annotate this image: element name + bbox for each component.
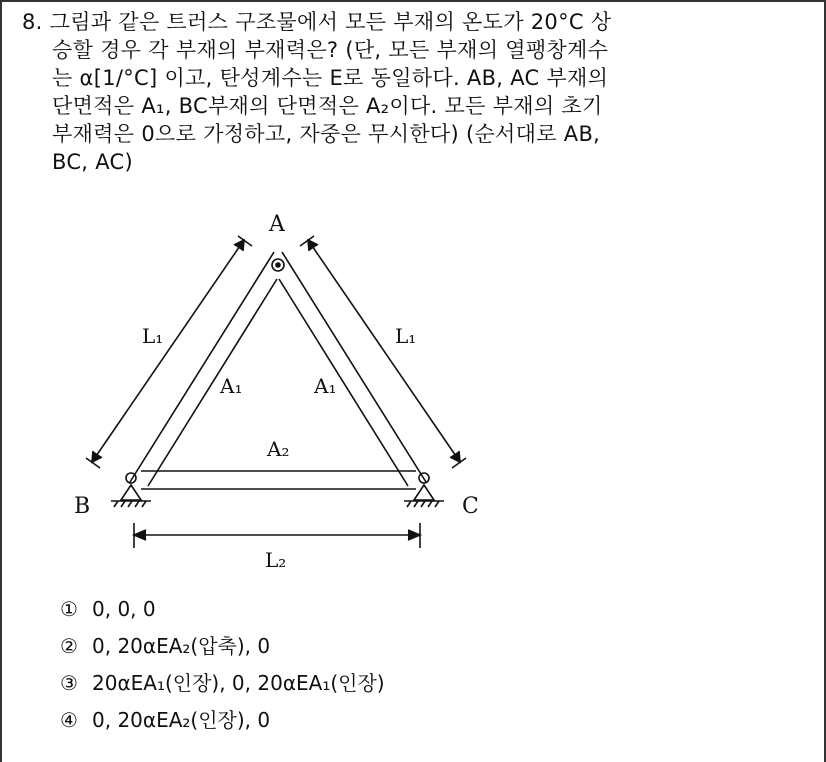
question-line-2: 승할 경우 각 부재의 부재력은? (단, 모든 부재의 열팽창계수 (52, 38, 609, 62)
answer-options (60, 596, 385, 744)
option-3[interactable] (60, 670, 385, 707)
option-1[interactable] (60, 596, 385, 633)
question-number: 8. (22, 10, 43, 34)
option-1-number: ① (60, 597, 78, 621)
length-l1-left-label: L₁ (142, 324, 164, 348)
option-2[interactable] (60, 633, 385, 670)
member-ac-inner (279, 279, 408, 486)
support-c (414, 485, 434, 500)
question-text (22, 8, 802, 176)
truss-diagram (66, 205, 506, 585)
dimension-line-l1-left (92, 240, 244, 462)
member-ab-inner (148, 279, 277, 486)
option-2-number: ② (60, 634, 78, 658)
support-b (121, 485, 141, 500)
question-line-6: BC, AC) (52, 150, 134, 174)
option-2-text: 0, 20αEA₂(압축), 0 (92, 634, 271, 658)
node-b-label: B (74, 494, 91, 519)
option-1-text: 0, 0, 0 (92, 597, 156, 621)
truss-figure (66, 205, 506, 585)
dimension-line-l1-right (308, 240, 460, 462)
question-line-4: 단면적은 A₁, BC부재의 단면적은 A₂이다. 모든 부재의 초기 (52, 94, 603, 118)
member-ab-outer (130, 252, 274, 482)
length-l1-right-label: L₁ (395, 324, 417, 348)
area-bc-label: A₂ (267, 437, 290, 461)
length-l2-label: L₂ (265, 548, 287, 572)
area-ac-label: A₁ (314, 374, 337, 398)
option-4-number: ④ (60, 708, 78, 732)
option-4-text: 0, 20αEA₂(인장), 0 (92, 708, 271, 732)
question-line-3: 는 α[1/°C] 이고, 탄성계수는 E로 동일하다. AB, AC 부재의 (52, 66, 609, 90)
member-ac-outer (282, 252, 426, 482)
node-c-label: C (462, 494, 479, 519)
area-ab-label: A₁ (220, 374, 243, 398)
option-4[interactable] (60, 707, 385, 744)
option-3-text: 20αEA₁(인장), 0, 20αEA₁(인장) (92, 671, 385, 695)
question-line-1: 8. 그림과 같은 트러스 구조물에서 모든 부재의 온도가 20°C 상 (22, 10, 612, 34)
question-line-5: 부재력은 0으로 가정하고, 자중은 무시한다) (순서대로 AB, (52, 122, 601, 146)
node-a-label: A (269, 212, 285, 237)
option-3-number: ③ (60, 671, 78, 695)
